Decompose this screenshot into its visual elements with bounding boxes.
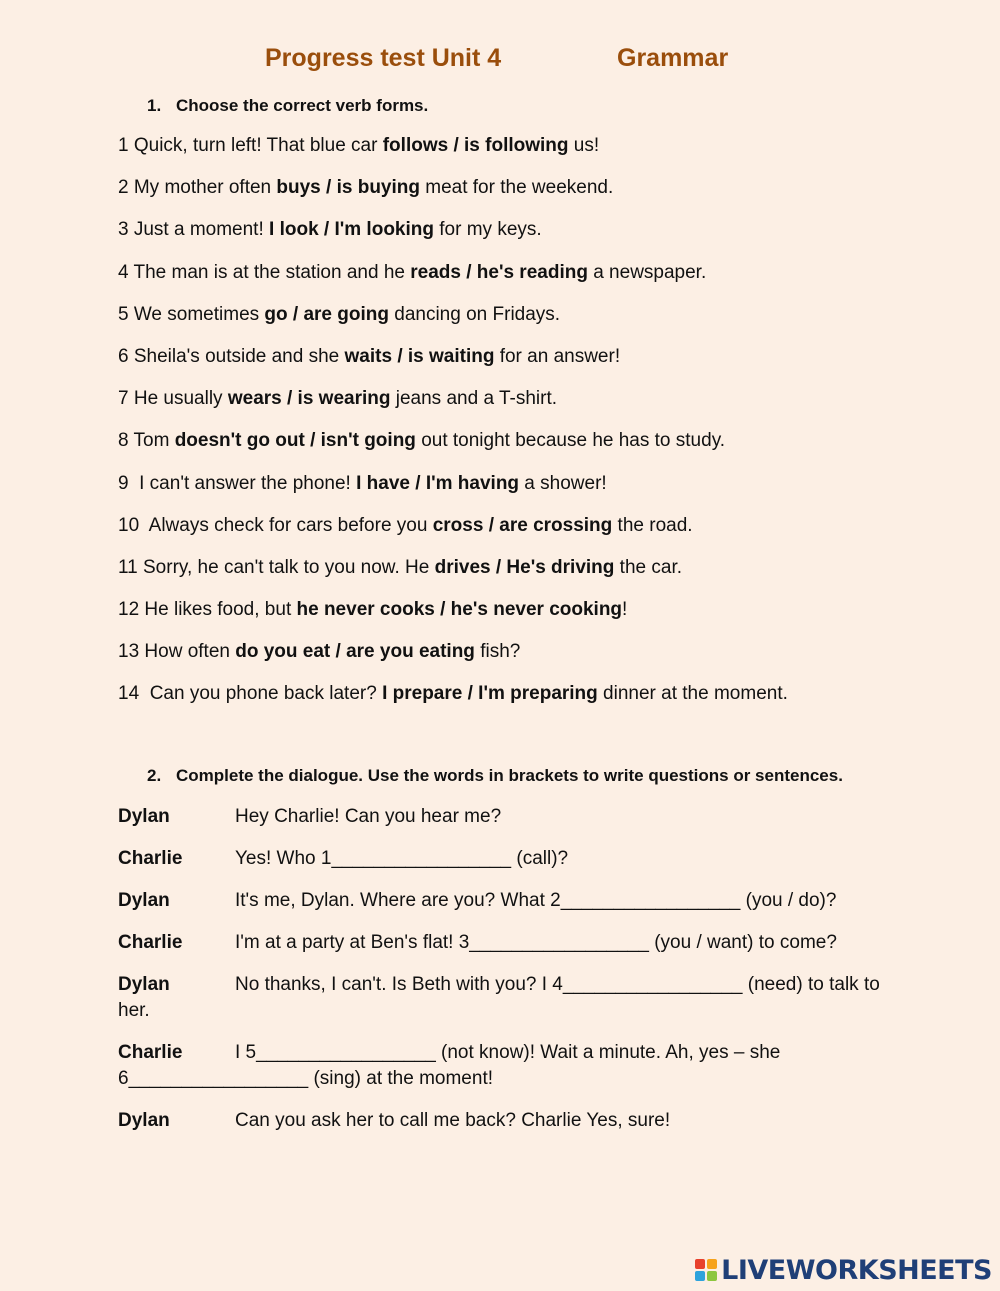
- question-item: 10 Always check for cars before you cross / are crossing the road.: [118, 514, 693, 536]
- question-item: 14 Can you phone back later? I prepare / I'm preparing dinner at the moment.: [118, 683, 788, 705]
- logo-square-orange: [707, 1259, 717, 1269]
- speaker-name: Charlie: [118, 1042, 183, 1063]
- question-item: 7 He usually wears / is wearing jeans and a T-shirt.: [118, 388, 558, 410]
- question-item: 1 Quick, turn left! That blue car follows / is following us!: [118, 135, 600, 156]
- speaker-name: Dylan: [118, 1110, 170, 1131]
- dialogue-text: Hey Charlie! Can you hear me?: [235, 806, 502, 827]
- section-2-instruction: Complete the dialogue. Use the words in brackets to write questions or sentences.: [176, 766, 843, 785]
- question-item: 5 We sometimes go / are going dancing on Fridays.: [118, 303, 561, 325]
- verb-options: cross / are crossing: [432, 514, 613, 536]
- section-2-number: 2.: [147, 766, 162, 785]
- verb-options: drives / He's driving: [434, 556, 615, 578]
- verb-options: I have / I'm having: [356, 472, 520, 494]
- question-item: 4 The man is at the station and he reads / he's reading a newspaper.: [118, 261, 707, 283]
- speaker-name: Dylan: [118, 890, 170, 911]
- verb-options: go / are going: [264, 303, 389, 325]
- verb-options: reads / he's reading: [410, 261, 588, 283]
- liveworksheets-brand[interactable]: [695, 1255, 992, 1285]
- question-item: 12 He likes food, but he never cooks / he's never cooking!: [118, 599, 628, 621]
- logo-square-red: [695, 1259, 705, 1269]
- dialogue-line: [118, 888, 898, 914]
- dialogue-text: I 5_________________ (not know)! Wait a minute. Ah, yes – she 6_________________ (sing) at the moment!: [118, 1042, 781, 1089]
- dialogue-line: [118, 1040, 898, 1092]
- question-item: 8 Tom doesn't go out / isn't going out tonight because he has to study.: [118, 430, 726, 452]
- page-title: Progress test Unit 4: [265, 44, 502, 72]
- verb-options: I prepare / I'm preparing: [382, 683, 598, 705]
- dialogue-line: [118, 930, 898, 956]
- question-item: 11 Sorry, he can't talk to you now. He drives / He's driving the car.: [118, 556, 683, 578]
- verb-options: I look / I'm looking: [269, 219, 434, 241]
- dialogue-text: It's me, Dylan. Where are you? What 2_________________ (you / do)?: [235, 890, 837, 911]
- logo-square-blue: [695, 1271, 705, 1281]
- verb-options: do you eat / are you eating: [235, 641, 475, 663]
- page-subject: Grammar: [617, 44, 729, 72]
- section-1-heading: [147, 96, 428, 116]
- dialogue-text: No thanks, I can't. Is Beth with you? I 4_________________ (need) to talk to her.: [118, 974, 880, 1021]
- speaker-name: Charlie: [118, 932, 183, 953]
- verb-options: wears / is wearing: [227, 388, 391, 410]
- question-list: [118, 134, 978, 725]
- liveworksheets-logo-icon: [695, 1259, 717, 1281]
- verb-options: follows / is following: [382, 135, 569, 156]
- dialogue-text: Can you ask her to call me back? Charlie Yes, sure!: [235, 1110, 671, 1131]
- question-item: 3 Just a moment! I look / I'm looking for my keys.: [118, 219, 542, 241]
- dialogue-line: [118, 846, 898, 872]
- question-item: 6 Sheila's outside and she waits / is waiting for an answer!: [118, 345, 621, 367]
- dialogue-text: Yes! Who 1_________________ (call)?: [235, 848, 569, 869]
- title-row: [0, 44, 1000, 76]
- verb-options: doesn't go out / isn't going: [174, 430, 416, 452]
- speaker-name: Charlie: [118, 848, 183, 869]
- logo-square-green: [707, 1271, 717, 1281]
- brand-name: LIVEWORKSHEETS: [721, 1254, 992, 1286]
- dialogue-text: I'm at a party at Ben's flat! 3_________________ (you / want) to come?: [235, 932, 837, 953]
- section-2-heading: [147, 766, 843, 786]
- speaker-name: Dylan: [118, 806, 170, 827]
- dialogue-line: [118, 1108, 898, 1134]
- section-1-number: 1.: [147, 96, 162, 115]
- verb-options: waits / is waiting: [344, 345, 495, 367]
- verb-options: buys / is buying: [276, 177, 420, 199]
- question-item: 2 My mother often buys / is buying meat for the weekend.: [118, 177, 614, 199]
- speaker-name: Dylan: [118, 974, 170, 995]
- dialogue-line: [118, 804, 898, 830]
- question-item: 9 I can't answer the phone! I have / I'm having a shower!: [118, 472, 607, 494]
- section-1-instruction: Choose the correct verb forms.: [176, 96, 429, 115]
- verb-options: he never cooks / he's never cooking: [296, 599, 623, 621]
- dialogue-line: [118, 972, 898, 1024]
- question-item: 13 How often do you eat / are you eating fish?: [118, 641, 521, 663]
